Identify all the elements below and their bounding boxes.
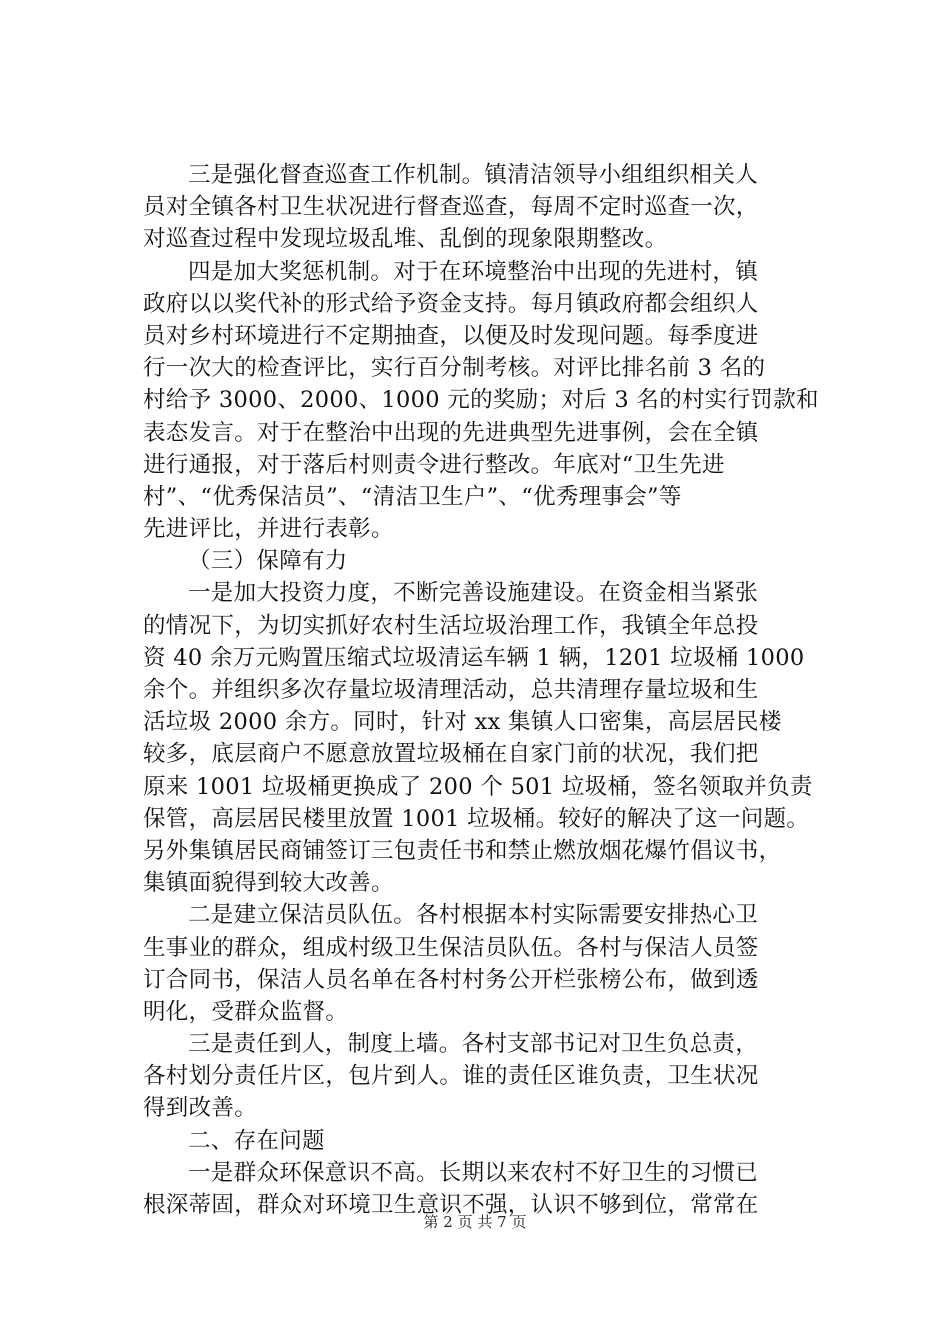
text-line: 三是强化督查巡查工作机制。镇清洁领导小组组织相关人 (188, 162, 759, 188)
text-line: 各村划分责任片区，包片到人。谁的责任区谁负责，卫生状况 (143, 1063, 759, 1090)
text-line: 集镇面貌得到较大改善。 (143, 870, 394, 897)
text-line: 表态发言。对于在整治中出现的先进典型先进事例，会在全镇 (143, 419, 759, 446)
text-line: 得到改善。 (143, 1095, 258, 1122)
text-line: （三）保障有力 (188, 548, 348, 575)
text-line: 进行通报，对于落后村则责令进行整改。年底对“卫生先进 (143, 451, 725, 478)
text-line: 资 40 余万元购置压缩式垃圾清运车辆 1 辆，1201 垃圾桶 1000 (143, 644, 805, 671)
text-line: 一是加大投资力度，不断完善设施建设。在资金相当紧张 (188, 580, 759, 607)
text-line: 保管，高层居民楼里放置 1001 垃圾桶。较好的解决了这一问题。 (143, 805, 810, 832)
text-line: 生事业的群众，组成村级卫生保洁员队伍。各村与保洁人员签 (143, 934, 759, 961)
text-line: 二、存在问题 (188, 1127, 325, 1154)
text-line: 四是加大奖惩机制。对于在环境整治中出现的先进村，镇 (188, 258, 759, 285)
document-body (143, 159, 833, 1221)
text-line: 先进评比，并进行表彰。 (143, 516, 394, 543)
text-line: 政府以以奖代补的形式给予资金支持。每月镇政府都会组织人 (143, 290, 759, 317)
text-line: 村”、“优秀保洁员”、“清洁卫生户”、“优秀理事会”等 (143, 483, 682, 510)
text-line: 明化，受群众监督。 (143, 998, 349, 1025)
text-line: 活垃圾 2000 余方。同时，针对 xx 集镇人口密集，高层居民楼 (143, 709, 782, 736)
text-line: 员对乡村环境进行不定期抽查，以便及时发现问题。每季度进 (143, 322, 759, 349)
text-line: 一是群众环保意识不高。长期以来农村不好卫生的习惯已 (188, 1159, 759, 1186)
text-line: 行一次大的检查评比，实行百分制考核。对评比排名前 3 名的 (143, 355, 766, 382)
text-line: 二是建立保洁员队伍。各村根据本村实际需要安排热心卫 (188, 902, 759, 929)
text-line: 原来 1001 垃圾桶更换成了 200 个 501 垃圾桶，签名领取并负责 (143, 773, 813, 800)
text-line: 对巡查过程中发现垃圾乱堆、乱倒的现象限期整改。 (143, 226, 668, 253)
text-line: 余个。并组织多次存量垃圾清理活动，总共清理存量垃圾和生 (143, 677, 759, 703)
text-line: 另外集镇居民商铺签订三包责任书和禁止燃放烟花爆竹倡议书， (143, 837, 782, 864)
text-line: 根深蒂固，群众对环境卫生意识不强，认识不够到位，常常在 (143, 1192, 759, 1218)
page-footer: 第 2 页 共 7 页 (423, 1213, 527, 1231)
text-line: 村给予 3000、2000、1000 元的奖励；对后 3 名的村实行罚款和 (143, 387, 819, 414)
text-line: 三是责任到人，制度上墙。各村支部书记对卫生负总责， (188, 1031, 759, 1058)
text-line: 的情况下，为切实抓好农村生活垃圾治理工作，我镇全年总投 (143, 612, 759, 639)
text-line: 订合同书，保洁人员名单在各村村务公开栏张榜公布，做到透 (143, 966, 759, 993)
text-line: 员对全镇各村卫生状况进行督查巡查，每周不定时巡查一次， (143, 194, 759, 221)
text-line: 较多，底层商户不愿意放置垃圾桶在自家门前的状况，我们把 (143, 741, 759, 768)
